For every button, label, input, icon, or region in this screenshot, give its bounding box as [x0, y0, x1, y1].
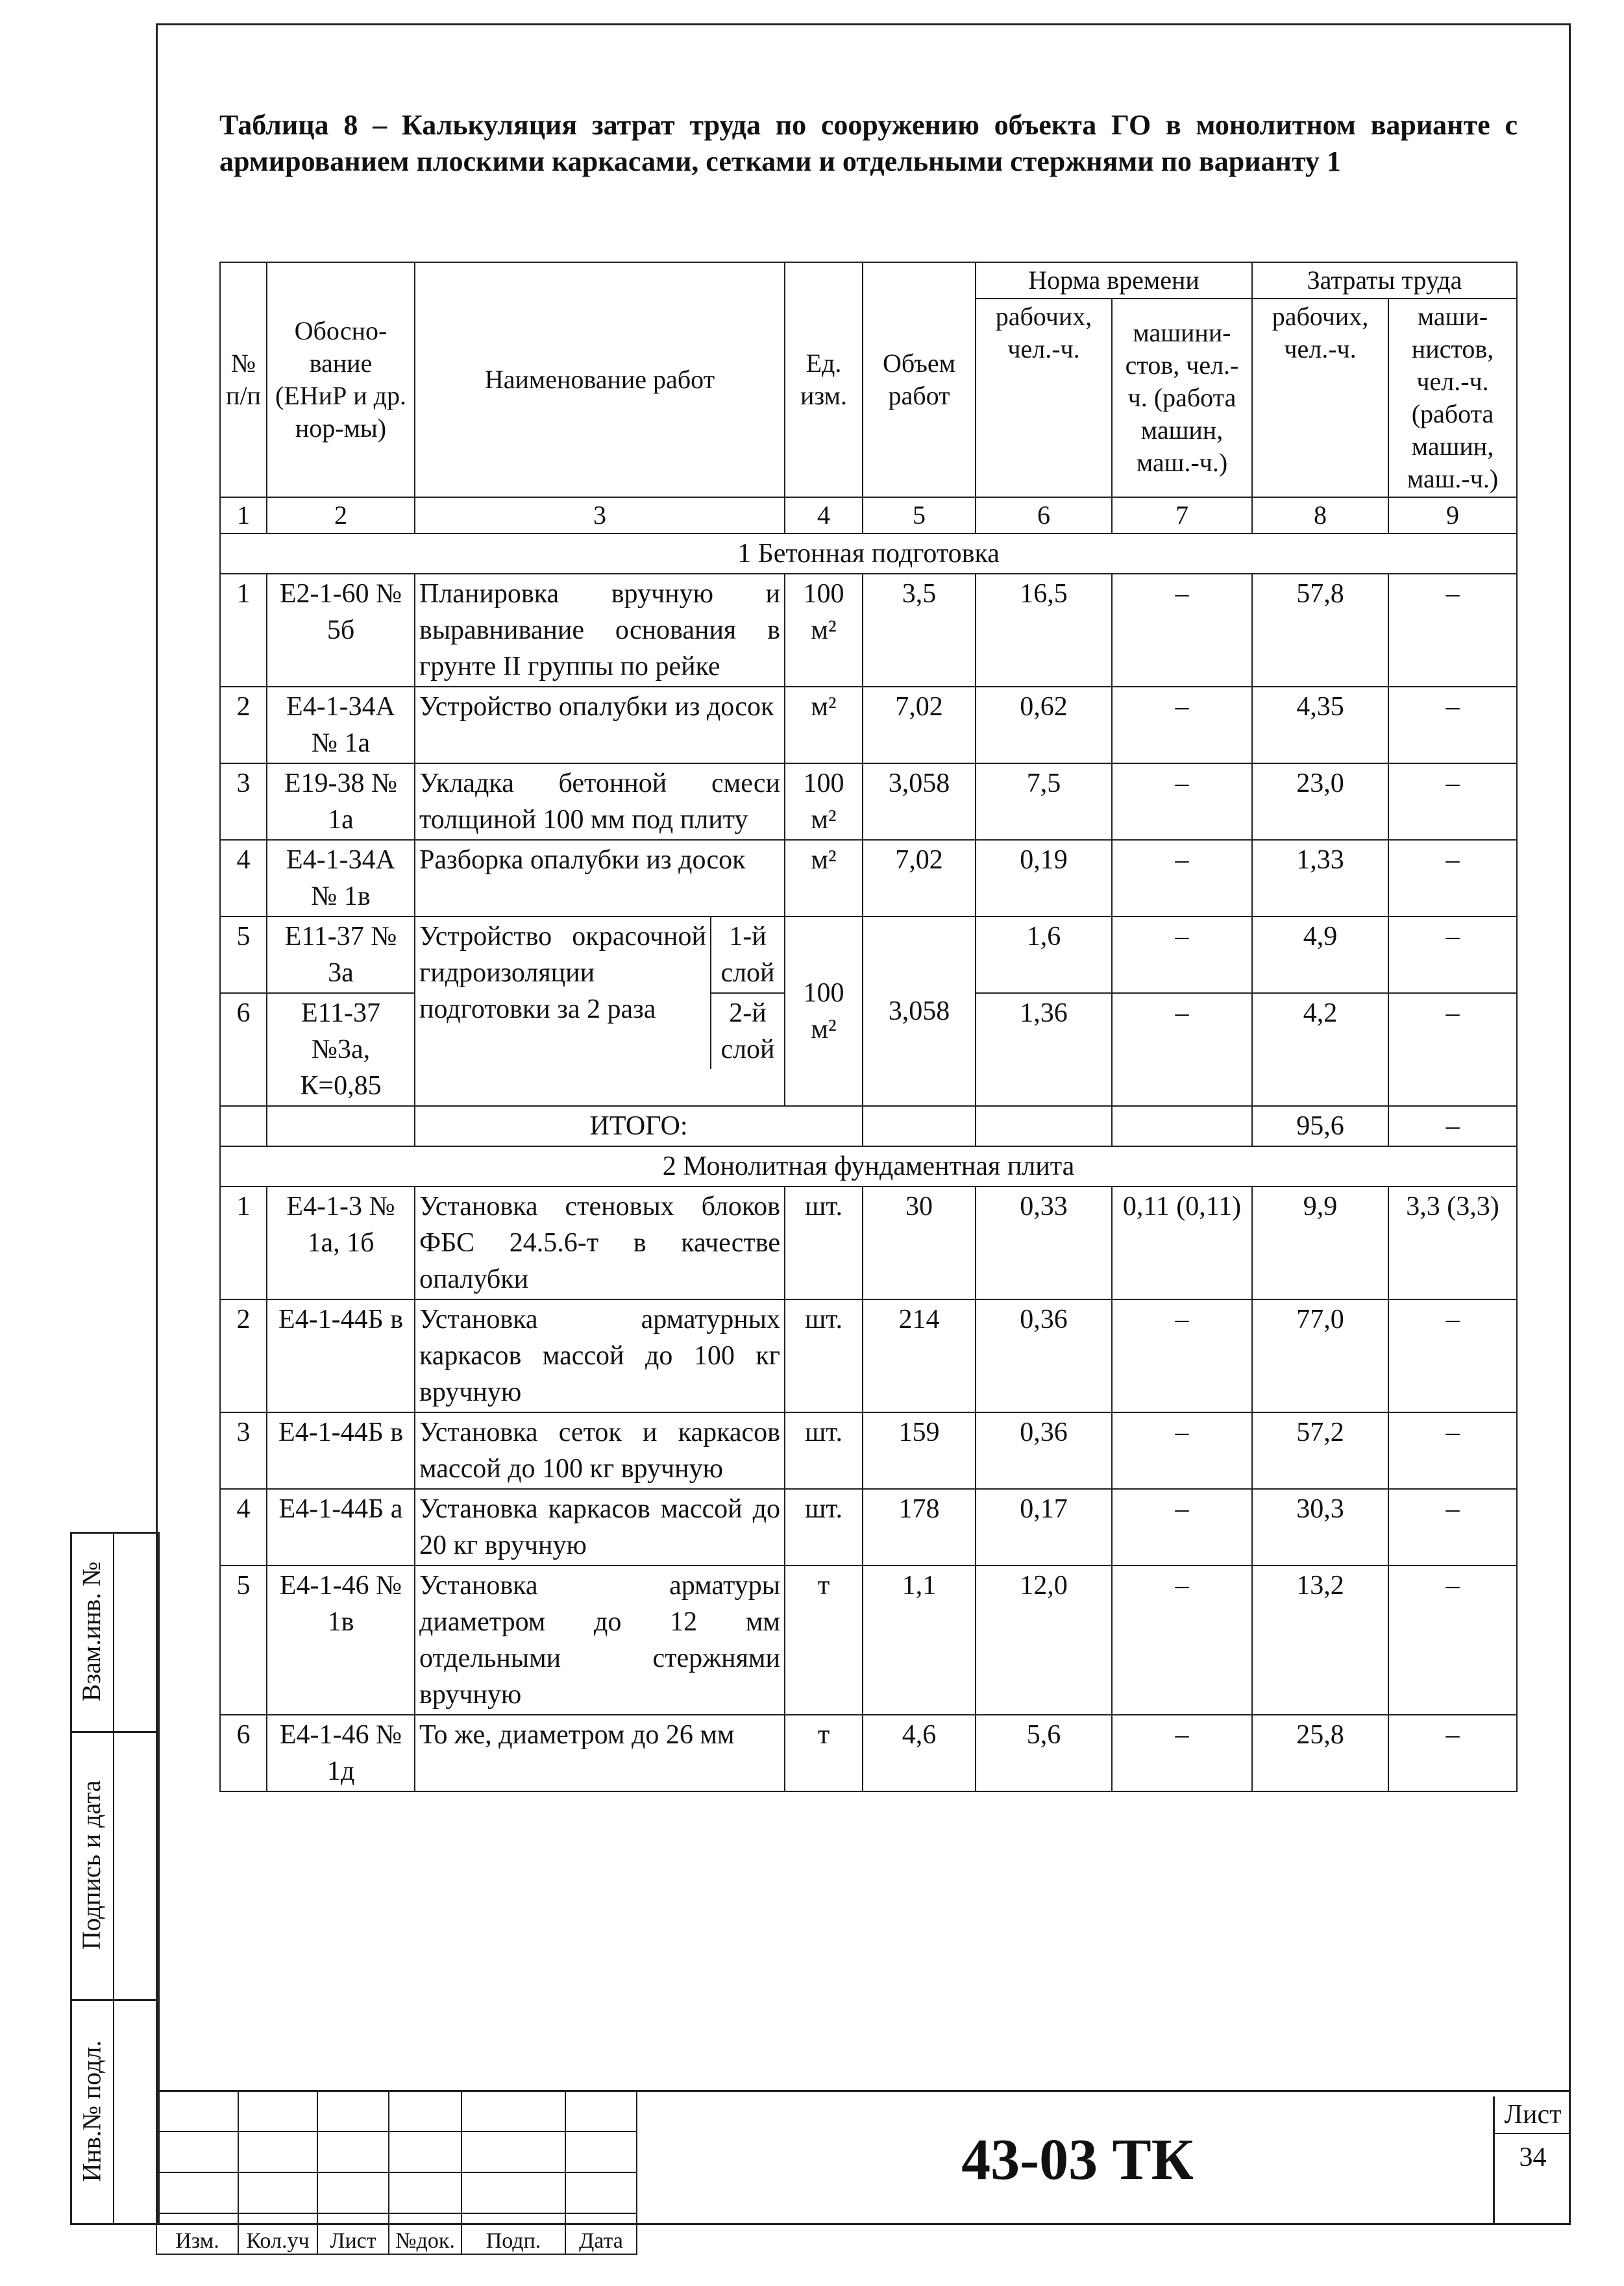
row-work-name: Установка стеновых блоков ФБС 24.5.6-т в качестве опалубки	[415, 1186, 785, 1299]
row-basis: Е4-1-44Б а	[267, 1489, 415, 1566]
header-labor-workers: рабочих, чел.-ч.	[1252, 299, 1388, 497]
column-number: 4	[785, 497, 863, 534]
row-labor-workers: 57,8	[1252, 574, 1388, 687]
table-row	[220, 763, 1517, 840]
row-volume: 3,058	[863, 763, 976, 840]
layer-label: 2-й слой	[720, 998, 775, 1064]
row-unit: т	[785, 1715, 863, 1791]
row-basis: Е4-1-44Б в	[267, 1412, 415, 1489]
title-block-grid	[156, 2090, 637, 2255]
row-work-name: То же, диаметром до 26 мм	[415, 1715, 785, 1791]
frame-right-line	[1569, 23, 1571, 2224]
row-work-name: Установка сеток и каркасов массой до 100 кг вручную	[415, 1412, 785, 1489]
row-work-name: Установка арматуры диаметром до 12 мм отдельными стержнями вручную	[415, 1566, 785, 1715]
row-number: 2	[220, 687, 267, 763]
row-labor-machinists: –	[1388, 916, 1517, 993]
row-labor-machinists: 3,3 (3,3)	[1388, 1186, 1517, 1299]
row-labor-machinists: –	[1388, 840, 1517, 916]
row-norm-workers: 7,5	[976, 763, 1112, 840]
row-unit: т	[785, 1566, 863, 1715]
header-labor-group: Затраты труда	[1252, 262, 1517, 299]
side-label-inv-orig: Инв.№ подл.	[77, 2040, 106, 2182]
table-row	[220, 687, 1517, 763]
stamp-label: №док.	[389, 2213, 461, 2254]
row-labor-workers: 23,0	[1252, 763, 1388, 840]
row-norm-workers: 1,6	[976, 916, 1112, 993]
row-work-name: Установка каркасов массой до 20 кг вручную	[415, 1489, 785, 1566]
stamp-label: Кол.уч	[238, 2213, 317, 2254]
table-row	[220, 1299, 1517, 1412]
total-row	[220, 1106, 1517, 1146]
row-basis: Е4-1-46 № 1в	[267, 1566, 415, 1715]
row-labor-workers: 57,2	[1252, 1412, 1388, 1489]
table-row	[220, 916, 1517, 993]
row-labor-workers: 4,2	[1252, 993, 1388, 1106]
title-block-top-line	[156, 2090, 1569, 2092]
row-labor-machinists: –	[1388, 1566, 1517, 1715]
row-norm-machinists: –	[1112, 574, 1252, 687]
row-labor-workers: 77,0	[1252, 1299, 1388, 1412]
table-row	[220, 840, 1517, 916]
header-norm-workers: рабочих, чел.-ч.	[976, 299, 1112, 497]
row-norm-workers: 0,19	[976, 840, 1112, 916]
row-norm-workers: 5,6	[976, 1715, 1112, 1791]
empty-cell	[267, 1106, 415, 1146]
row-basis: Е4-1-46 № 1д	[267, 1715, 415, 1791]
row-unit: м²	[785, 840, 863, 916]
row-volume: 3,058	[863, 916, 976, 1106]
row-volume: 159	[863, 1412, 976, 1489]
sheet-box	[1493, 2096, 1571, 2223]
column-number: 9	[1388, 497, 1517, 534]
header-basis: Обосно-вание (ЕНиР и др. нор-мы)	[267, 262, 415, 497]
row-number: 3	[220, 763, 267, 840]
column-number: 3	[415, 497, 785, 534]
column-number: 1	[220, 497, 267, 534]
column-number: 7	[1112, 497, 1252, 534]
row-basis: Е4-1-44Б в	[267, 1299, 415, 1412]
table-row	[220, 1715, 1517, 1791]
side-stamp-divider	[113, 1532, 114, 2223]
row-work-name: Устройство опалубки из досок	[415, 687, 785, 763]
header-num: № п/п	[220, 262, 267, 497]
header-unit: Ед. изм.	[785, 262, 863, 497]
empty-cell	[220, 1106, 267, 1146]
column-number: 2	[267, 497, 415, 534]
row-labor-workers: 30,3	[1252, 1489, 1388, 1566]
row-unit: 100 м²	[785, 574, 863, 687]
row-labor-machinists: –	[1388, 1299, 1517, 1412]
row-volume: 214	[863, 1299, 976, 1412]
row-basis: Е4-1-3 № 1а, 1б	[267, 1186, 415, 1299]
row-number: 5	[220, 916, 267, 993]
table-row	[220, 1412, 1517, 1489]
document-code: 43-03 ТК	[961, 2128, 1194, 2192]
stamp-label: Изм.	[156, 2213, 238, 2254]
row-work-name: Укладка бетонной смеси толщиной 100 мм под плиту	[415, 763, 785, 840]
row-norm-workers: 0,17	[976, 1489, 1112, 1566]
row-labor-workers: 1,33	[1252, 840, 1388, 916]
row-number: 3	[220, 1412, 267, 1489]
row-norm-workers: 0,36	[976, 1412, 1112, 1489]
row-volume: 7,02	[863, 840, 976, 916]
row-volume: 7,02	[863, 687, 976, 763]
row-work-name: Разборка опалубки из досок	[415, 840, 785, 916]
row-number: 5	[220, 1566, 267, 1715]
header-volume: Объем работ	[863, 262, 976, 497]
row-work-name: Установка арматурных каркасов массой до 100 кг вручную	[415, 1299, 785, 1412]
row-labor-workers: 13,2	[1252, 1566, 1388, 1715]
layer-column	[710, 917, 784, 1069]
row-norm-machinists: –	[1112, 993, 1252, 1106]
table-row	[220, 574, 1517, 687]
row-norm-machinists: –	[1112, 840, 1252, 916]
header-norm-machinists: машини-стов, чел.-ч. (работа машин, маш.-ч.)	[1112, 299, 1252, 497]
row-labor-machinists: –	[1388, 1412, 1517, 1489]
table-row	[220, 1489, 1517, 1566]
row-norm-machinists: –	[1112, 1715, 1252, 1791]
row-labor-machinists: –	[1388, 1715, 1517, 1791]
row-norm-machinists: –	[1112, 1412, 1252, 1489]
row-labor-workers: 4,35	[1252, 687, 1388, 763]
row-labor-machinists: –	[1388, 574, 1517, 687]
empty-cell	[863, 1106, 976, 1146]
column-number: 6	[976, 497, 1112, 534]
row-norm-machinists: –	[1112, 1489, 1252, 1566]
row-labor-machinists: –	[1388, 687, 1517, 763]
total-labor-workers: 95,6	[1252, 1106, 1388, 1146]
row-number: 2	[220, 1299, 267, 1412]
row-norm-machinists: –	[1112, 916, 1252, 993]
row-labor-machinists: –	[1388, 993, 1517, 1106]
total-labor-machinists: –	[1388, 1106, 1517, 1146]
row-basis: Е19-38 № 1а	[267, 763, 415, 840]
row-basis: Е11-37 №3а, К=0,85	[267, 993, 415, 1106]
row-volume: 30	[863, 1186, 976, 1299]
row-work-name-split	[415, 916, 785, 1106]
column-number: 5	[863, 497, 976, 534]
empty-cell	[976, 1106, 1112, 1146]
row-labor-workers: 4,9	[1252, 916, 1388, 993]
section-title: 2 Монолитная фундаментная плита	[220, 1146, 1517, 1186]
labor-cost-table	[219, 262, 1518, 1792]
stamp-label: Подп.	[461, 2213, 565, 2254]
table-row	[220, 1566, 1517, 1715]
sheet-label: Лист	[1495, 2096, 1571, 2134]
table-title: Таблица 8 – Калькуляция затрат труда по сооружению объекта ГО в монолитном варианте с армированием плоскими каркасами, сетками и отдельными стержнями по варианту 1	[219, 109, 1518, 177]
row-norm-machinists: –	[1112, 763, 1252, 840]
row-norm-machinists: –	[1112, 1299, 1252, 1412]
table-row	[220, 1186, 1517, 1299]
row-norm-machinists: –	[1112, 687, 1252, 763]
row-unit: 100 м²	[785, 916, 863, 1106]
row-norm-machinists: –	[1112, 1566, 1252, 1715]
row-norm-workers: 12,0	[976, 1566, 1112, 1715]
row-basis: Е11-37 № 3а	[267, 916, 415, 993]
row-unit: шт.	[785, 1412, 863, 1489]
row-number: 4	[220, 840, 267, 916]
frame-top-line	[156, 23, 1571, 25]
row-number: 6	[220, 1715, 267, 1791]
side-label-inv-replace: Взам.инв. №	[77, 1561, 106, 1702]
sheet-number: 34	[1519, 2143, 1547, 2172]
row-norm-workers: 0,62	[976, 687, 1112, 763]
section-2-title-row	[220, 1146, 1517, 1186]
row-unit: м²	[785, 687, 863, 763]
row-basis: Е4-1-34А № 1в	[267, 840, 415, 916]
layer-label: 1-й слой	[711, 917, 784, 994]
row-labor-machinists: –	[1388, 1489, 1517, 1566]
row-volume: 1,1	[863, 1566, 976, 1715]
header-norm-group: Норма времени	[976, 262, 1252, 299]
side-label-signature: Подпись и дата	[77, 1780, 106, 1950]
stamp-label: Лист	[317, 2213, 389, 2254]
row-basis: Е4-1-34А № 1а	[267, 687, 415, 763]
row-unit: шт.	[785, 1186, 863, 1299]
row-number: 4	[220, 1489, 267, 1566]
section-title: 1 Бетонная подготовка	[220, 534, 1517, 574]
row-unit: шт.	[785, 1299, 863, 1412]
empty-cell	[1112, 1106, 1252, 1146]
row-number: 1	[220, 574, 267, 687]
total-label: ИТОГО:	[415, 1106, 863, 1146]
header-name: Наименование работ	[415, 262, 785, 497]
column-number: 8	[1252, 497, 1388, 534]
row-volume: 3,5	[863, 574, 976, 687]
row-work-name: Устройство окрасочной гидроизоляции подготовки за 2 раза	[419, 922, 706, 1024]
stamp-label: Дата	[565, 2213, 637, 2254]
row-labor-machinists: –	[1388, 763, 1517, 840]
row-volume: 178	[863, 1489, 976, 1566]
section-1-title-row	[220, 534, 1517, 574]
row-unit: шт.	[785, 1489, 863, 1566]
row-labor-workers: 25,8	[1252, 1715, 1388, 1791]
row-volume: 4,6	[863, 1715, 976, 1791]
row-labor-workers: 9,9	[1252, 1186, 1388, 1299]
row-norm-workers: 0,36	[976, 1299, 1112, 1412]
row-number: 6	[220, 993, 267, 1106]
header-row-1	[220, 262, 1517, 299]
row-norm-workers: 16,5	[976, 574, 1112, 687]
row-basis: Е2-1-60 № 5б	[267, 574, 415, 687]
row-norm-workers: 0,33	[976, 1186, 1112, 1299]
row-work-name: Планировка вручную и выравнивание основания в грунте II группы по рейке	[415, 574, 785, 687]
row-norm-machinists: 0,11 (0,11)	[1112, 1186, 1252, 1299]
row-unit: 100 м²	[785, 763, 863, 840]
column-number-row	[220, 497, 1517, 534]
row-norm-workers: 1,36	[976, 993, 1112, 1106]
header-labor-machinists: маши-нистов, чел.-ч. (работа машин, маш.-ч.)	[1388, 299, 1517, 497]
row-number: 1	[220, 1186, 267, 1299]
